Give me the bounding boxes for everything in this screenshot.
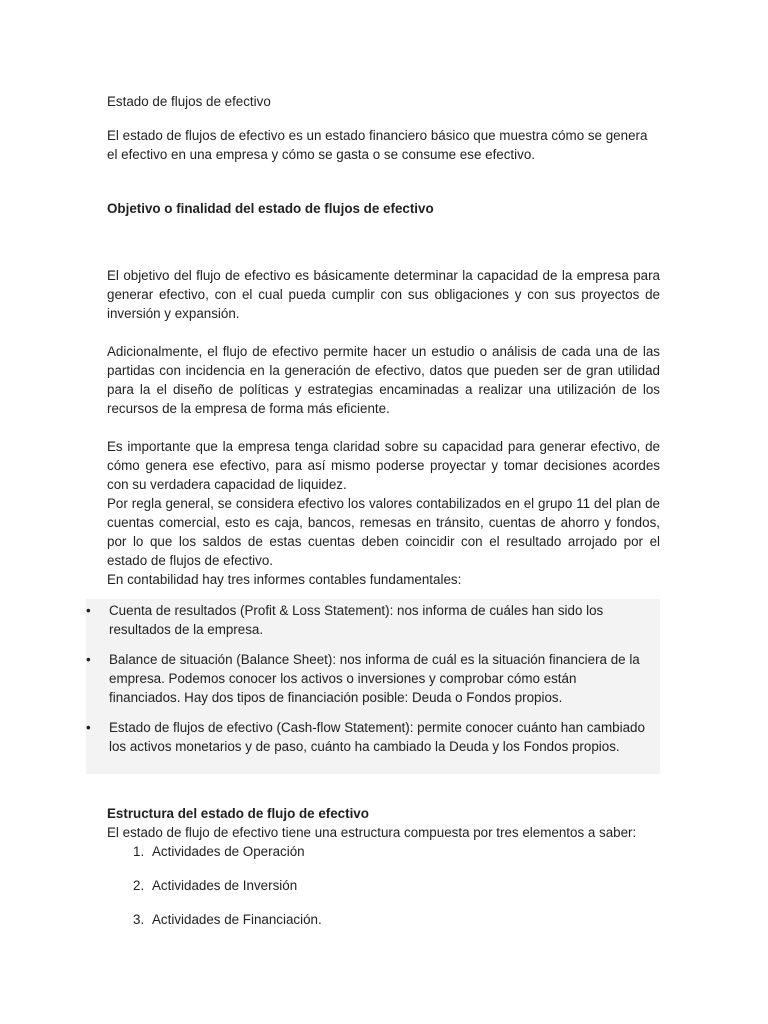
list-item-text: Actividades de Inversión: [152, 878, 298, 893]
list-number: 2.: [133, 878, 145, 893]
structure-heading: Estructura del estado de flujo de efectivo: [107, 806, 369, 821]
list-item: [133, 910, 533, 929]
bullet-marker: •: [86, 603, 91, 618]
list-item-text: Actividades de Financiación.: [152, 912, 322, 927]
list-item-text: Balance de situación (Balance Sheet): nos informa de cuál es la situación financiera de la empresa. Podemos conocer los activos o inversiones y comprobar cómo están financiados. Hay dos tipos de financiación posible: Deuda o Fondos propios.: [109, 652, 640, 705]
list-item: [133, 876, 533, 895]
intro-paragraph: El estado de flujos de efectivo es un estado financiero básico que muestra cómo se genera el efectivo en una empresa y cómo se gasta o se consume ese efectivo.: [107, 128, 648, 162]
objective-paragraph: El objetivo del flujo de efectivo es básicamente determinar la capacidad de la empresa para generar efectivo, con el cual pueda cumplir con sus obligaciones y con sus proyectos de inversión y expansión.: [107, 268, 660, 321]
objective-heading: Objetivo o finalidad del estado de flujos de efectivo: [107, 201, 434, 216]
rule-paragraph: Por regla general, se considera efectivo los valores contabilizados en el grupo 11 del plan de cuentas comercial, esto es caja, bancos, remesas en tránsito, cuentas de ahorro y fondos, por lo que los saldos de estas cuentas deben coincidir con el resultado arrojado por el estado de flujos de efectivo.: [107, 496, 660, 568]
importance-paragraph: Es importante que la empresa tenga claridad sobre su capacidad para generar efectivo, de cómo genera ese efectivo, para así mismo poderse proyectar y tomar decisiones acordes con su verdadera capacidad de liquidez.: [107, 439, 660, 492]
list-number: 1.: [133, 844, 145, 859]
bullet-list: [86, 599, 660, 774]
bullet-marker: •: [86, 652, 91, 667]
list-item: [133, 842, 533, 861]
structure-paragraph: El estado de flujo de efectivo tiene una estructura compuesta por tres elementos a saber:: [107, 825, 637, 840]
document-title: Estado de flujos de efectivo: [107, 94, 271, 109]
list-number: 3.: [133, 912, 145, 927]
list-item-text: Estado de flujos de efectivo (Cash-flow Statement): permite conocer cuánto han cambiado los activos monetarios y de paso, cuánto ha cambiado la Deuda y los Fondos propios.: [109, 720, 645, 754]
list-item-text: Actividades de Operación: [152, 844, 305, 859]
reports-intro-paragraph: En contabilidad hay tres informes contables fundamentales:: [107, 572, 462, 587]
bullet-marker: •: [86, 720, 91, 735]
additional-paragraph: Adicionalmente, el flujo de efectivo permite hacer un estudio o análisis de cada una de las partidas con incidencia en la generación de efectivo, datos que pueden ser de gran utilidad para la el diseño de políticas y estrategias encaminadas a realizar una utilización de los recursos de la empresa de forma más eficiente.: [107, 344, 660, 416]
list-item-text: Cuenta de resultados (Profit & Loss Statement): nos informa de cuáles han sido los resultados de la empresa.: [109, 603, 604, 637]
